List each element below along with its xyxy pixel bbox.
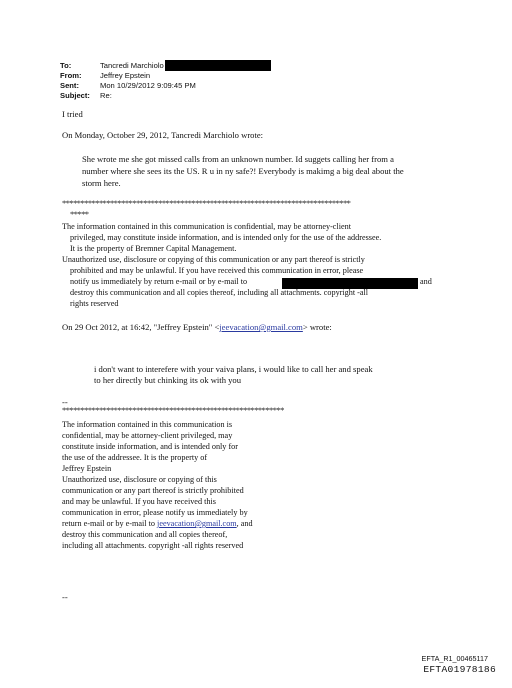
disclaimer-line: and (420, 277, 432, 286)
quote2-intro-prefix: On 29 Oct 2012, at 16:42, "Jeffrey Epstein" < (62, 322, 220, 332)
subject-row (60, 91, 271, 101)
quote2-line: to her directly but chinking its ok with you (94, 375, 242, 385)
quote2-intro (62, 322, 332, 333)
from-label: From: (60, 71, 82, 80)
document-id: EFTA_R1_00465117 (421, 654, 488, 663)
quote2-line: i don't want to interefere with your vaiva plans, i would like to call her and speak (94, 364, 373, 374)
separator-stars: ************************************************************ (62, 405, 284, 415)
disclaimer-text: return e-mail or by e-mail to (62, 519, 158, 528)
disclaimer-line: rights reserved (70, 299, 119, 308)
subject-value: Re: (100, 91, 112, 100)
from-value: Jeffrey Epstein (100, 71, 151, 80)
signature-dashes: -- (62, 592, 68, 602)
quote1-line: number where she sees its the US. R u in ny safe?! Everybody is makimg a big deal about the (82, 166, 404, 176)
redaction-box (165, 60, 271, 71)
disclaimer-line: The information contained in this communication is (62, 420, 233, 429)
disclaimer-line: communication in error, please notify us immediately by (62, 508, 248, 517)
disclaimer-line: and may be unlawful. If you have received this (62, 497, 216, 506)
quote1-line: storm here. (82, 178, 121, 188)
disclaimer-line: The information contained in this communication is confidential, may be attorney-client (62, 222, 351, 231)
disclaimer-line: confidential, may be attorney-client privileged, may (62, 431, 233, 440)
sent-value: Mon 10/29/2012 9:09:45 PM (100, 81, 196, 90)
from-row (60, 71, 271, 81)
disclaimer-line: destroy this communication and all copies thereof, including all attachments. copyright -all (70, 288, 369, 297)
disclaimer-line: communication or any part thereof is strictly prohibited (62, 486, 244, 495)
email-header (60, 61, 271, 101)
disclaimer-text: , and (236, 519, 253, 528)
separator-stars: ***** (70, 209, 89, 219)
sent-row (60, 81, 271, 91)
disclaimer-line: including all attachments. copyright -all rights reserved (62, 541, 244, 550)
disclaimer-line: notify us immediately by return e-mail or by e-mail to (70, 277, 248, 286)
subject-label: Subject: (60, 91, 90, 100)
separator-stars: ****************************************************************************** (62, 198, 351, 208)
disclaimer-line: prohibited and may be unlawful. If you have received this communication in error, please (70, 266, 364, 275)
disclaimer-line: constitute inside information, and is intended only for (62, 442, 238, 451)
quote1-intro: On Monday, October 29, 2012, Tancredi Marchiolo wrote: (62, 130, 264, 140)
to-label: To: (60, 61, 72, 70)
disclaimer-line: It is the property of Bremner Capital Management. (70, 244, 237, 253)
to-row (60, 61, 271, 71)
bates-number: EFTA01978186 (423, 664, 496, 675)
disclaimer-line: Jeffrey Epstein (62, 464, 112, 473)
reply-text: I tried (62, 109, 83, 119)
to-value: Tancredi Marchiolo (100, 61, 164, 70)
disclaimer-line: the use of the addressee. It is the property of (62, 453, 208, 462)
signature-dashes: -- (62, 397, 68, 407)
email-link[interactable]: jeevacation@gmail.com (157, 519, 237, 528)
disclaimer-line: destroy this communication and all copies thereof, (62, 530, 228, 539)
sent-label: Sent: (60, 81, 79, 90)
disclaimer-line: Unauthorized use, disclosure or copying of this communication or any part thereof is strictly (62, 255, 365, 264)
disclaimer-line: Unauthorized use, disclosure or copying of this (62, 475, 217, 484)
disclaimer-line: privileged, may constitute inside information, and is intended only for the use of the addressee. (70, 233, 382, 242)
disclaimer-line (62, 519, 253, 530)
email-link[interactable]: jeevacation@gmail.com (219, 322, 303, 332)
quote1-line: She wrote me she got missed calls from an unknown number. Id suggets calling her from a (82, 154, 394, 164)
quote2-intro-suffix: > wrote: (302, 322, 332, 332)
